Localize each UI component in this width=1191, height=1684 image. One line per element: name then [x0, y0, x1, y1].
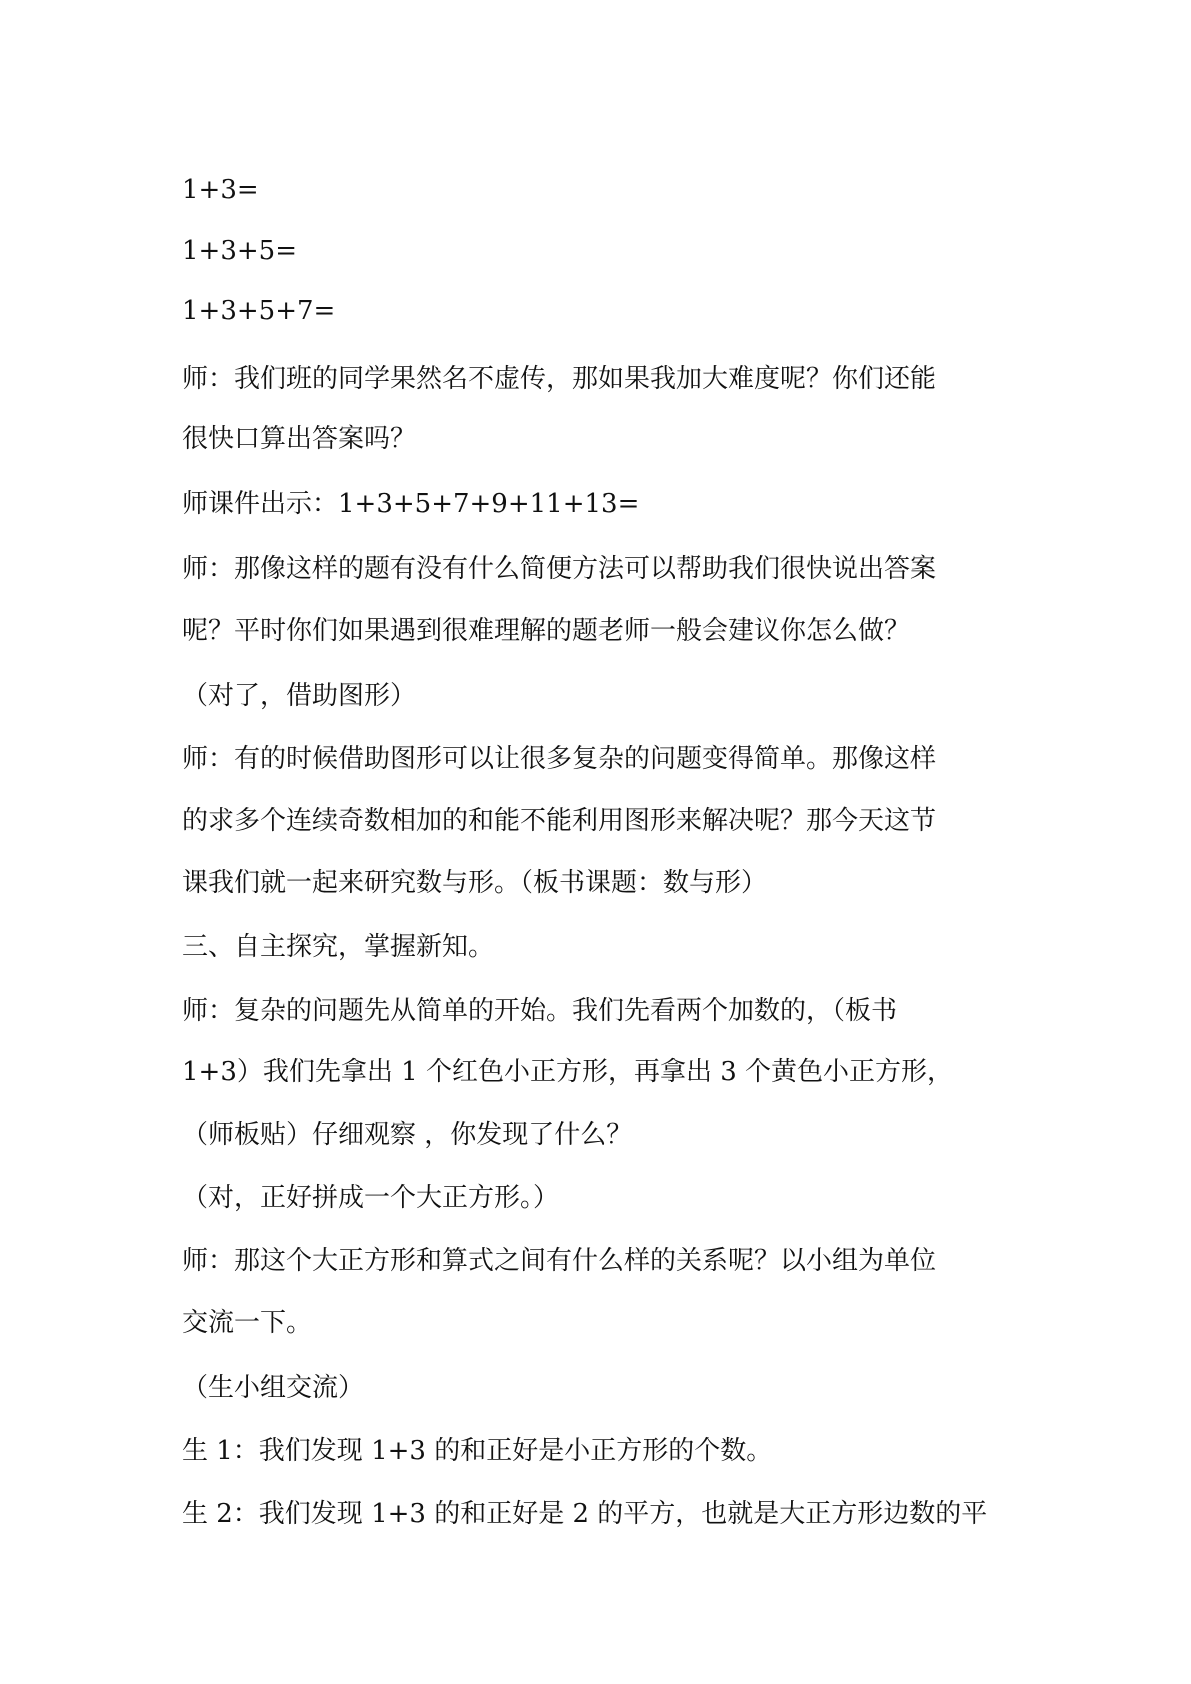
text-line: 课我们就一起来研究数与形。（板书课题：数与形）: [182, 868, 768, 898]
text-line: 很快口算出答案吗？: [182, 424, 417, 454]
text-line: 交流一下。: [182, 1308, 313, 1338]
text-line: 1+3=: [182, 175, 259, 205]
text-line: （对了，借助图形）: [182, 681, 417, 711]
text-line: 师：我们班的同学果然名不虚传，那如果我加大难度呢？你们还能: [182, 364, 937, 394]
text-line: 师：有的时候借助图形可以让很多复杂的问题变得简单。那像这样: [182, 744, 937, 774]
text-line: （师板贴）仔细观察 ，你发现了什么？: [182, 1120, 633, 1150]
text-line: 的求多个连续奇数相加的和能不能利用图形来解决呢？那今天这节: [182, 806, 937, 836]
text-line: （对，正好拼成一个大正方形。）: [182, 1183, 560, 1213]
text-line: 生 2：我们发现 1+3 的和正好是 2 的平方，也就是大正方形边数的平: [182, 1499, 988, 1529]
text-line: 师：那像这样的题有没有什么简便方法可以帮助我们很快说出答案: [182, 554, 937, 584]
text-line: 1+3+5=: [182, 236, 297, 266]
text-line: 呢？平时你们如果遇到很难理解的题老师一般会建议你怎么做？: [182, 616, 911, 646]
text-line: （生小组交流）: [182, 1373, 365, 1403]
section-heading: 三、自主探究，掌握新知。: [182, 932, 495, 962]
text-line: 师课件出示：1+3+5+7+9+11+13=: [182, 489, 640, 519]
text-line: 师：那这个大正方形和算式之间有什么样的关系呢？以小组为单位: [182, 1246, 937, 1276]
text-line: 1+3）我们先拿出 1 个红色小正方形，再拿出 3 个黄色小正方形，: [182, 1057, 954, 1087]
text-line: 生 1：我们发现 1+3 的和正好是小正方形的个数。: [182, 1436, 773, 1466]
text-line: 1+3+5+7=: [182, 296, 336, 326]
text-line: 师：复杂的问题先从简单的开始。我们先看两个加数的，（板书: [182, 996, 898, 1026]
